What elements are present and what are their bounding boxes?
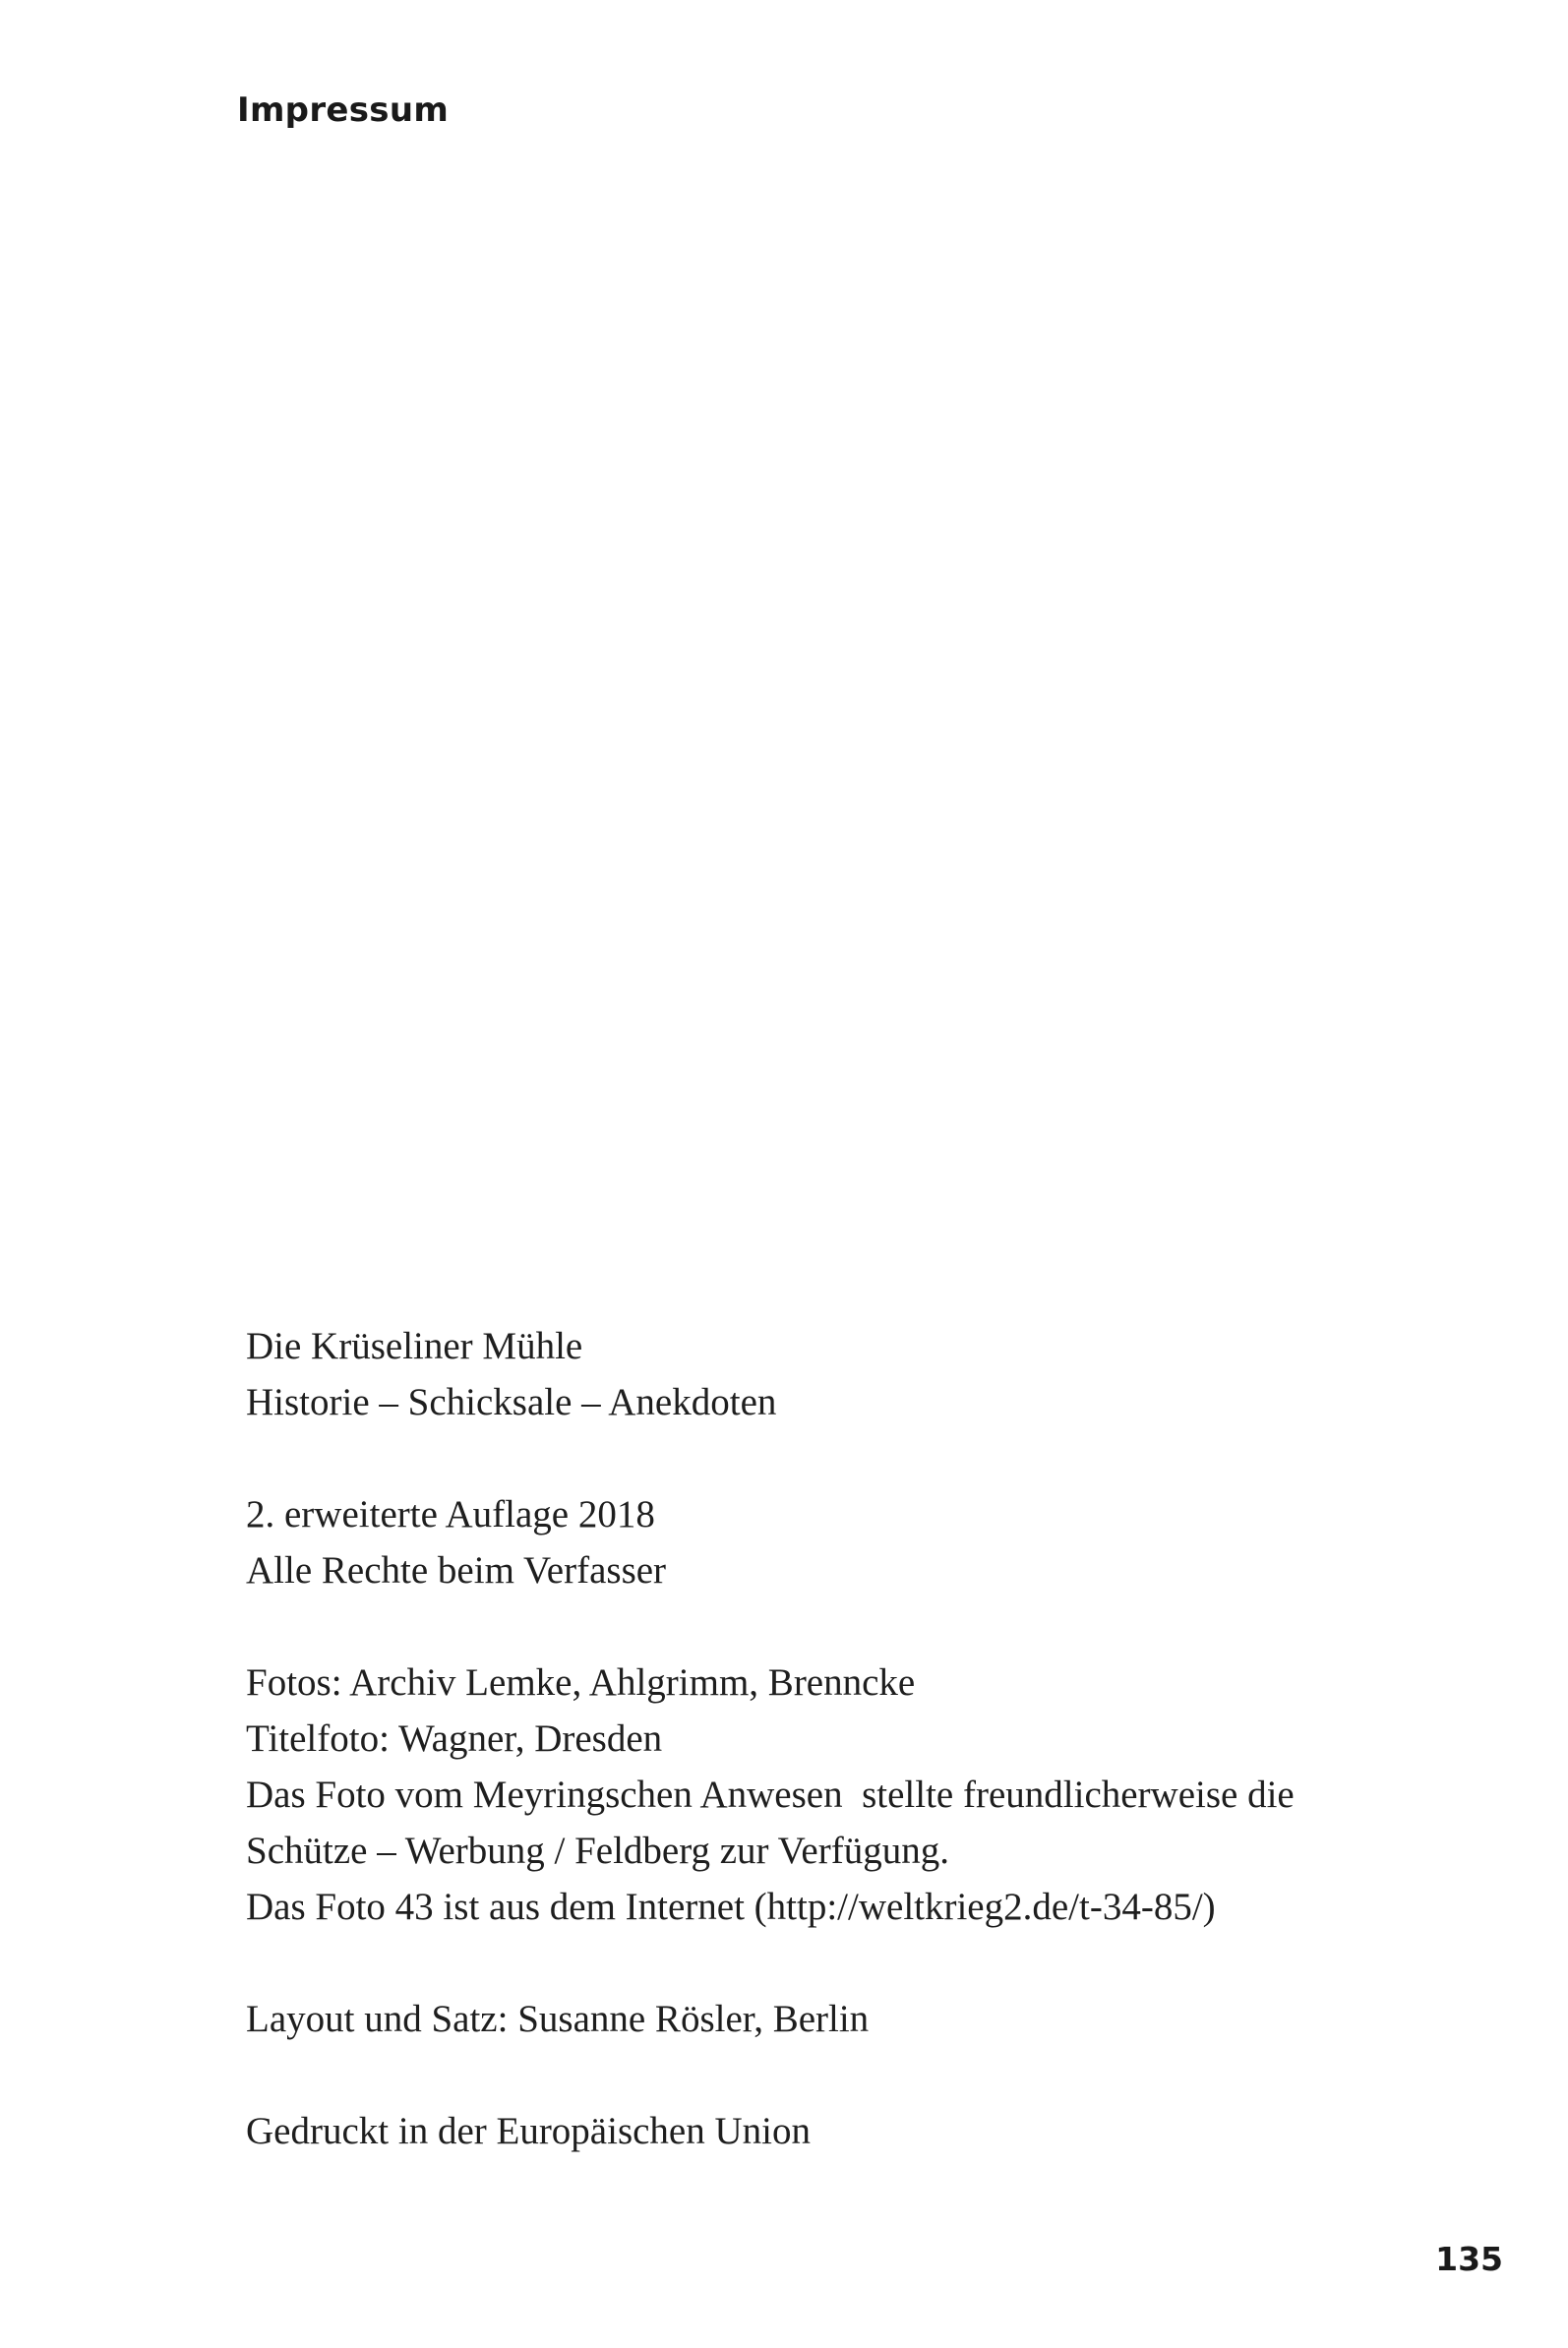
book-title: Die Krüseliner Mühle [246, 1325, 583, 1367]
photo-credit-line: Schütze – Werbung / Feldberg zur Verfügung. [246, 1830, 949, 1872]
edition-block [246, 1486, 1426, 1598]
print-location-line: Gedruckt in der Europäischen Union [246, 2110, 811, 2152]
page-number: 135 [1435, 2240, 1503, 2278]
page-heading: Impressum [237, 90, 450, 130]
imprint-text [246, 1318, 1426, 2159]
photo-credit-line: Das Foto vom Meyringschen Anwesen stellte freundlicherweise die [246, 1774, 1295, 1816]
title-block [246, 1318, 1426, 1430]
cover-photo-credit-line: Titelfoto: Wagner, Dresden [246, 1717, 663, 1760]
photo-credit-line: Das Foto 43 ist aus dem Internet (http://weltkrieg2.de/t-34-85/) [246, 1886, 1216, 1928]
layout-credit-block [246, 1991, 1426, 2047]
rights-line: Alle Rechte beim Verfasser [246, 1549, 667, 1592]
edition-line: 2. erweiterte Auflage 2018 [246, 1493, 655, 1535]
book-subtitle: Historie – Schicksale – Anekdoten [246, 1381, 777, 1423]
photo-credits-block [246, 1655, 1426, 1935]
print-location-block [246, 2103, 1426, 2159]
layout-credit-line: Layout und Satz: Susanne Rösler, Berlin [246, 1998, 870, 2040]
photo-credit-line: Fotos: Archiv Lemke, Ahlgrimm, Brenncke [246, 1661, 916, 1704]
